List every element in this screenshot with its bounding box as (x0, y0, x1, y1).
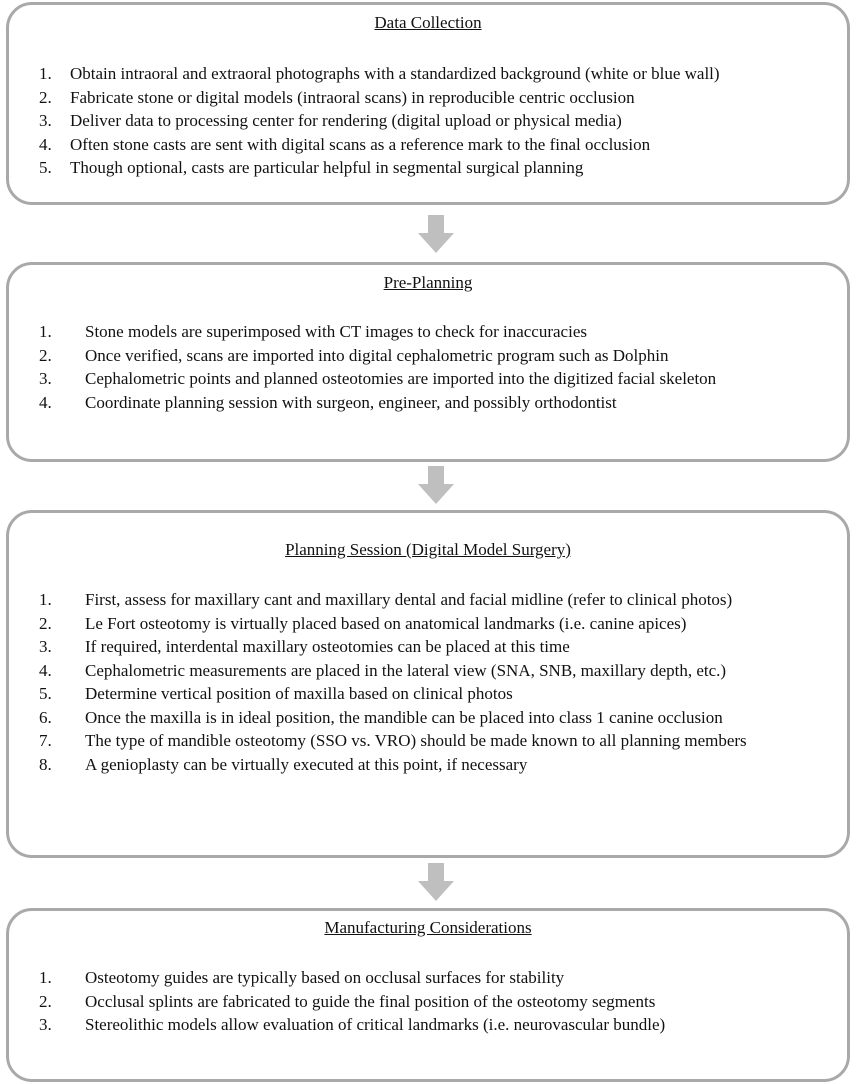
manufacturing-list (39, 966, 829, 1037)
data-collection-box (6, 2, 850, 205)
item-text: Fabricate stone or digital models (intraoral scans) in reproducible centric occlusion (70, 87, 635, 107)
item-number: 3. (39, 1015, 52, 1034)
list-item (39, 86, 829, 110)
data-collection-title: Data Collection (374, 13, 482, 32)
item-text: Osteotomy guides are typically based on occlusal surfaces for stability (85, 968, 565, 987)
item-text: Stereolithic models allow evaluation of critical landmarks (i.e. neurovascular bundle) (85, 1015, 666, 1034)
item-text: First, assess for maxillary cant and maxillary dental and facial midline (refer to clinical photos) (85, 590, 733, 609)
list-item (39, 635, 829, 659)
list-item (39, 109, 829, 133)
list-item (39, 367, 829, 391)
item-text: Obtain intraoral and extraoral photographs with a standardized background (white or blue wall) (70, 64, 720, 83)
planning-session-title: Planning Session (Digital Model Surgery) (285, 540, 571, 559)
list-item (39, 966, 829, 990)
item-number: 7. (39, 731, 52, 750)
down-arrow-icon (416, 466, 456, 506)
planning-session-list (39, 588, 829, 776)
item-text: Occlusal splints are fabricated to guide the final position of the osteotomy segments (85, 991, 656, 1011)
pre-planning-list (39, 320, 829, 414)
item-number: 2. (39, 613, 52, 633)
item-number: 4. (39, 134, 52, 154)
list-item (39, 706, 829, 730)
item-text: If required, interdental maxillary osteotomies can be placed at this time (85, 637, 570, 656)
list-item (39, 682, 829, 706)
down-arrow-shape (418, 466, 454, 504)
item-number: 4. (39, 660, 52, 680)
pre-planning-box (6, 262, 850, 462)
item-text: Once the maxilla is in ideal position, the mandible can be placed into class 1 canine occlusion (85, 707, 723, 727)
item-text: Deliver data to processing center for rendering (digital upload or physical media) (70, 111, 622, 130)
item-text: Determine vertical position of maxilla based on clinical photos (85, 684, 513, 703)
item-number: 1. (39, 968, 52, 987)
down-arrow-icon (416, 863, 456, 903)
list-item (39, 990, 829, 1014)
data-collection-list (39, 62, 829, 180)
item-number: 2. (39, 87, 52, 107)
pre-planning-title: Pre-Planning (383, 273, 473, 292)
item-number: 5. (39, 158, 52, 177)
item-number: 8. (39, 754, 52, 774)
item-number: 2. (39, 991, 52, 1011)
item-text: The type of mandible osteotomy (SSO vs. VRO) should be made known to all planning members (85, 731, 747, 750)
list-item (39, 588, 829, 612)
list-item (39, 344, 829, 368)
item-text: Stone models are superimposed with CT images to check for inaccuracies (85, 322, 587, 341)
item-number: 6. (39, 707, 52, 727)
list-item (39, 133, 829, 157)
item-text: Coordinate planning session with surgeon, engineer, and possibly orthodontist (85, 392, 617, 412)
list-item (39, 62, 829, 86)
item-number: 3. (39, 111, 52, 130)
item-text: Often stone casts are sent with digital scans as a reference mark to the final occlusion (70, 134, 651, 154)
item-text: Cephalometric measurements are placed in the lateral view (SNA, SNB, maxillary depth, etc.) (85, 660, 727, 680)
list-item (39, 391, 829, 415)
list-item (39, 1013, 829, 1037)
list-item (39, 753, 829, 777)
list-item (39, 659, 829, 683)
down-arrow-shape (418, 863, 454, 901)
item-number: 4. (39, 392, 52, 412)
item-number: 1. (39, 590, 52, 609)
item-number: 3. (39, 369, 52, 388)
manufacturing-box (6, 908, 850, 1082)
item-text: Cephalometric points and planned osteotomies are imported into the digitized facial skeleton (85, 369, 717, 388)
list-item (39, 320, 829, 344)
manufacturing-title: Manufacturing Considerations (324, 918, 532, 937)
down-arrow-shape (418, 215, 454, 253)
list-item (39, 729, 829, 753)
item-number: 3. (39, 637, 52, 656)
item-text: Le Fort osteotomy is virtually placed based on anatomical landmarks (i.e. canine apices) (85, 613, 687, 633)
down-arrow-icon (416, 215, 456, 255)
planning-session-box (6, 510, 850, 858)
item-text: A genioplasty can be virtually executed at this point, if necessary (85, 754, 528, 774)
list-item (39, 612, 829, 636)
item-text: Though optional, casts are particular helpful in segmental surgical planning (70, 158, 584, 177)
item-number: 5. (39, 684, 52, 703)
list-item (39, 156, 829, 180)
item-number: 1. (39, 64, 52, 83)
item-number: 1. (39, 322, 52, 341)
item-number: 2. (39, 345, 52, 365)
item-text: Once verified, scans are imported into digital cephalometric program such as Dolphin (85, 345, 669, 365)
